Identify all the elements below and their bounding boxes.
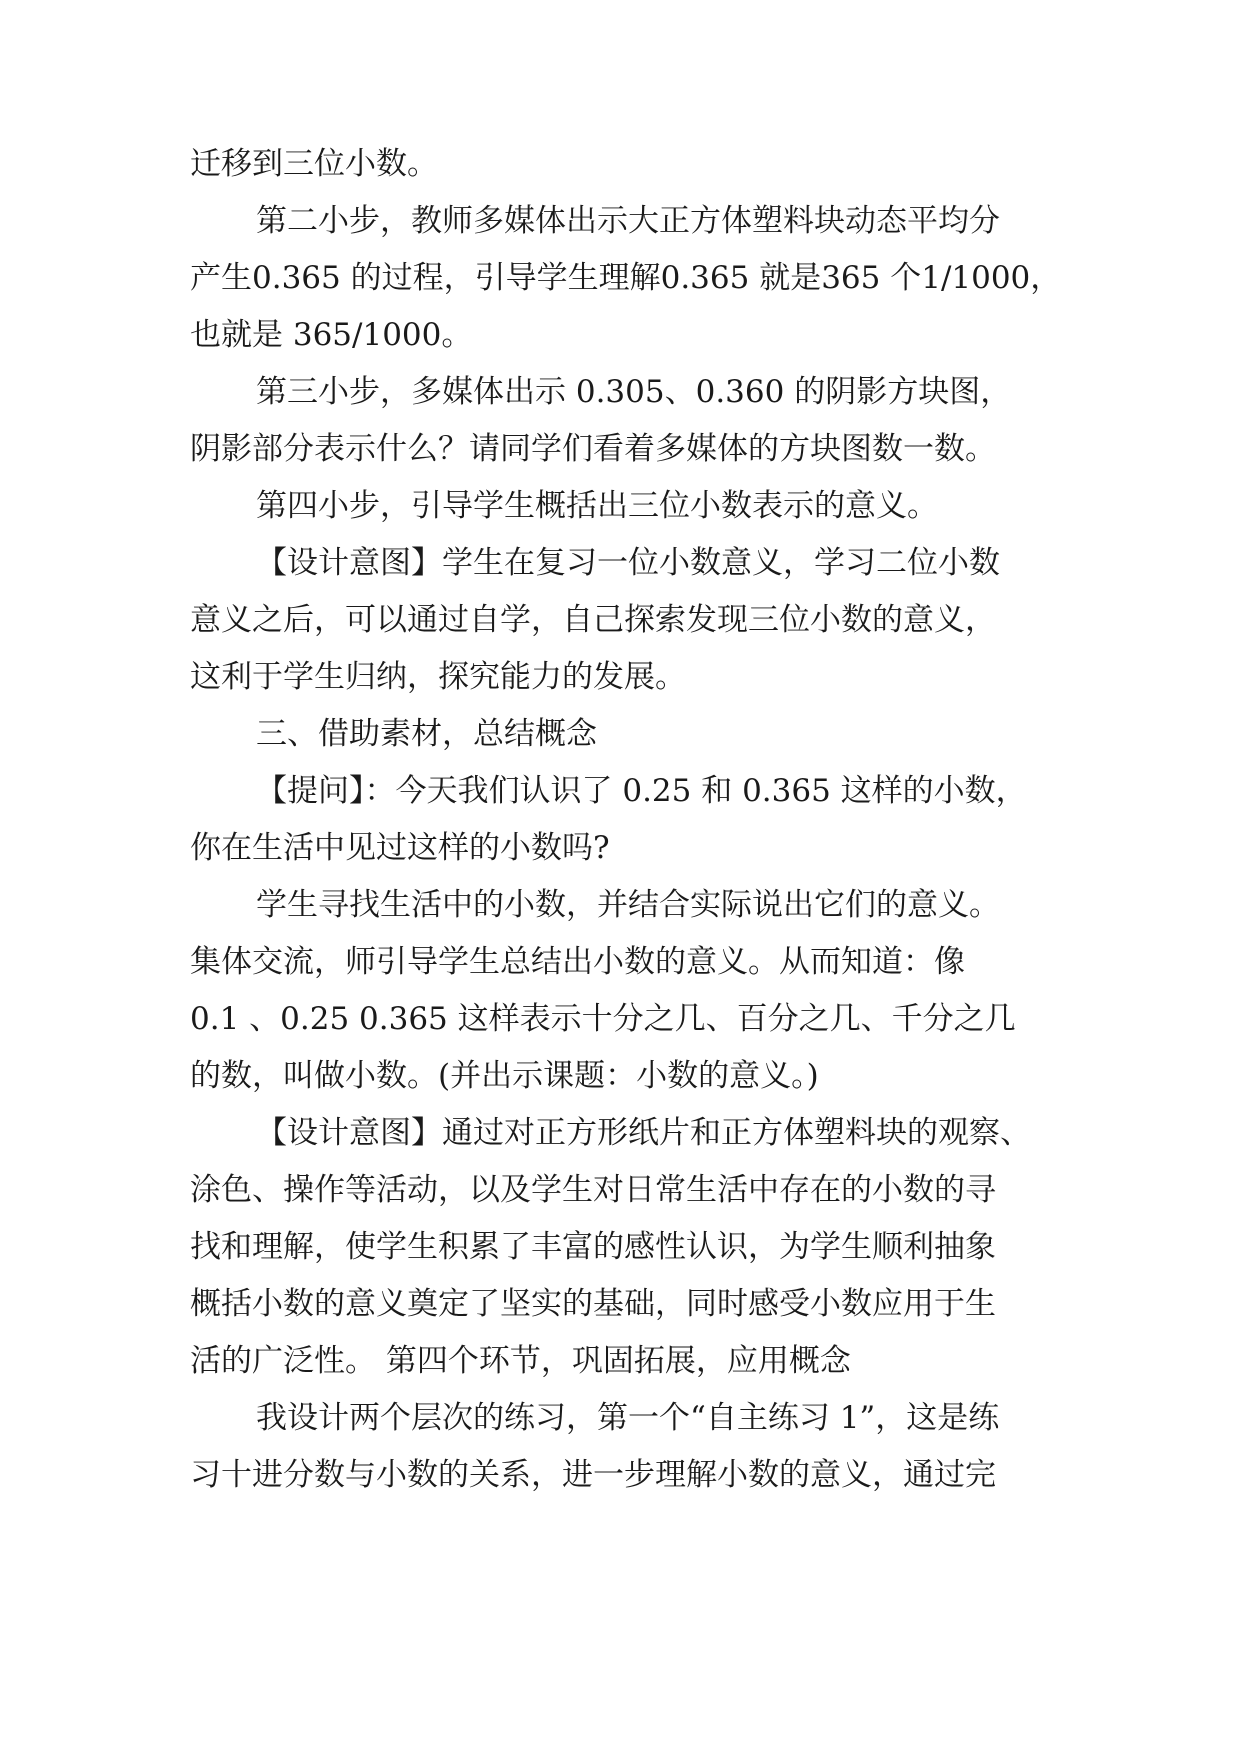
text-line-15: 集体交流，师引导学生总结出小数的意义。从而知道：像: [190, 944, 965, 980]
text-line-7: 第四小步，引导学生概括出三位小数表示的意义。: [256, 488, 938, 524]
text-line-6: 阴影部分表示什么？请同学们看着多媒体的方块图数一数。: [190, 431, 996, 467]
text-line-1: 迁移到三位小数。: [190, 146, 438, 182]
text-line-20: 找和理解，使学生积累了丰富的感性认识，为学生顺利抽象: [190, 1229, 996, 1265]
text-line-5: 第三小步，多媒体出示 0.305、0.360 的阴影方块图，: [256, 374, 1012, 410]
text-line-13: 你在生活中见过这样的小数吗?: [190, 830, 610, 866]
text-line-12: 【提问】：今天我们认识了 0.25 和 0.365 这样的小数，: [256, 773, 1027, 809]
text-line-23: 我设计两个层次的练习，第一个“自主练习 1”，这是练: [256, 1400, 1000, 1436]
text-line-10: 这利于学生归纳，探究能力的发展。: [190, 659, 686, 695]
text-line-19: 涂色、操作等活动，以及学生对日常生活中存在的小数的寻: [190, 1172, 996, 1208]
text-line-22: 活的广泛性。 第四个环节，巩固拓展，应用概念: [190, 1343, 851, 1379]
text-line-21: 概括小数的意义奠定了坚实的基础，同时感受小数应用于生: [190, 1286, 996, 1322]
text-line-24: 习十进分数与小数的关系，进一步理解小数的意义，通过完: [190, 1457, 996, 1493]
text-line-17: 的数，叫做小数。(并出示课题：小数的意义。): [190, 1058, 819, 1094]
text-line-4: 也就是 365/1000。: [190, 317, 473, 353]
section-heading: 三、借助素材，总结概念: [256, 716, 597, 752]
text-line-18: 【设计意图】通过对正方形纸片和正方体塑料块的观察、: [256, 1115, 1031, 1151]
text-line-14: 学生寻找生活中的小数，并结合实际说出它们的意义。: [256, 887, 1000, 923]
text-line-8: 【设计意图】学生在复习一位小数意义，学习二位小数: [256, 545, 1000, 581]
text-line-3: 产生0.365 的过程，引导学生理解0.365 就是365 个1/1000，: [190, 260, 1062, 296]
text-line-9: 意义之后，可以通过自学，自己探索发现三位小数的意义，: [190, 602, 996, 638]
text-line-2: 第二小步，教师多媒体出示大正方体塑料块动态平均分: [256, 203, 1000, 239]
text-line-16: 0.1 、0.25 0.365 这样表示十分之几、百分之几、千分之几: [190, 1001, 1016, 1037]
